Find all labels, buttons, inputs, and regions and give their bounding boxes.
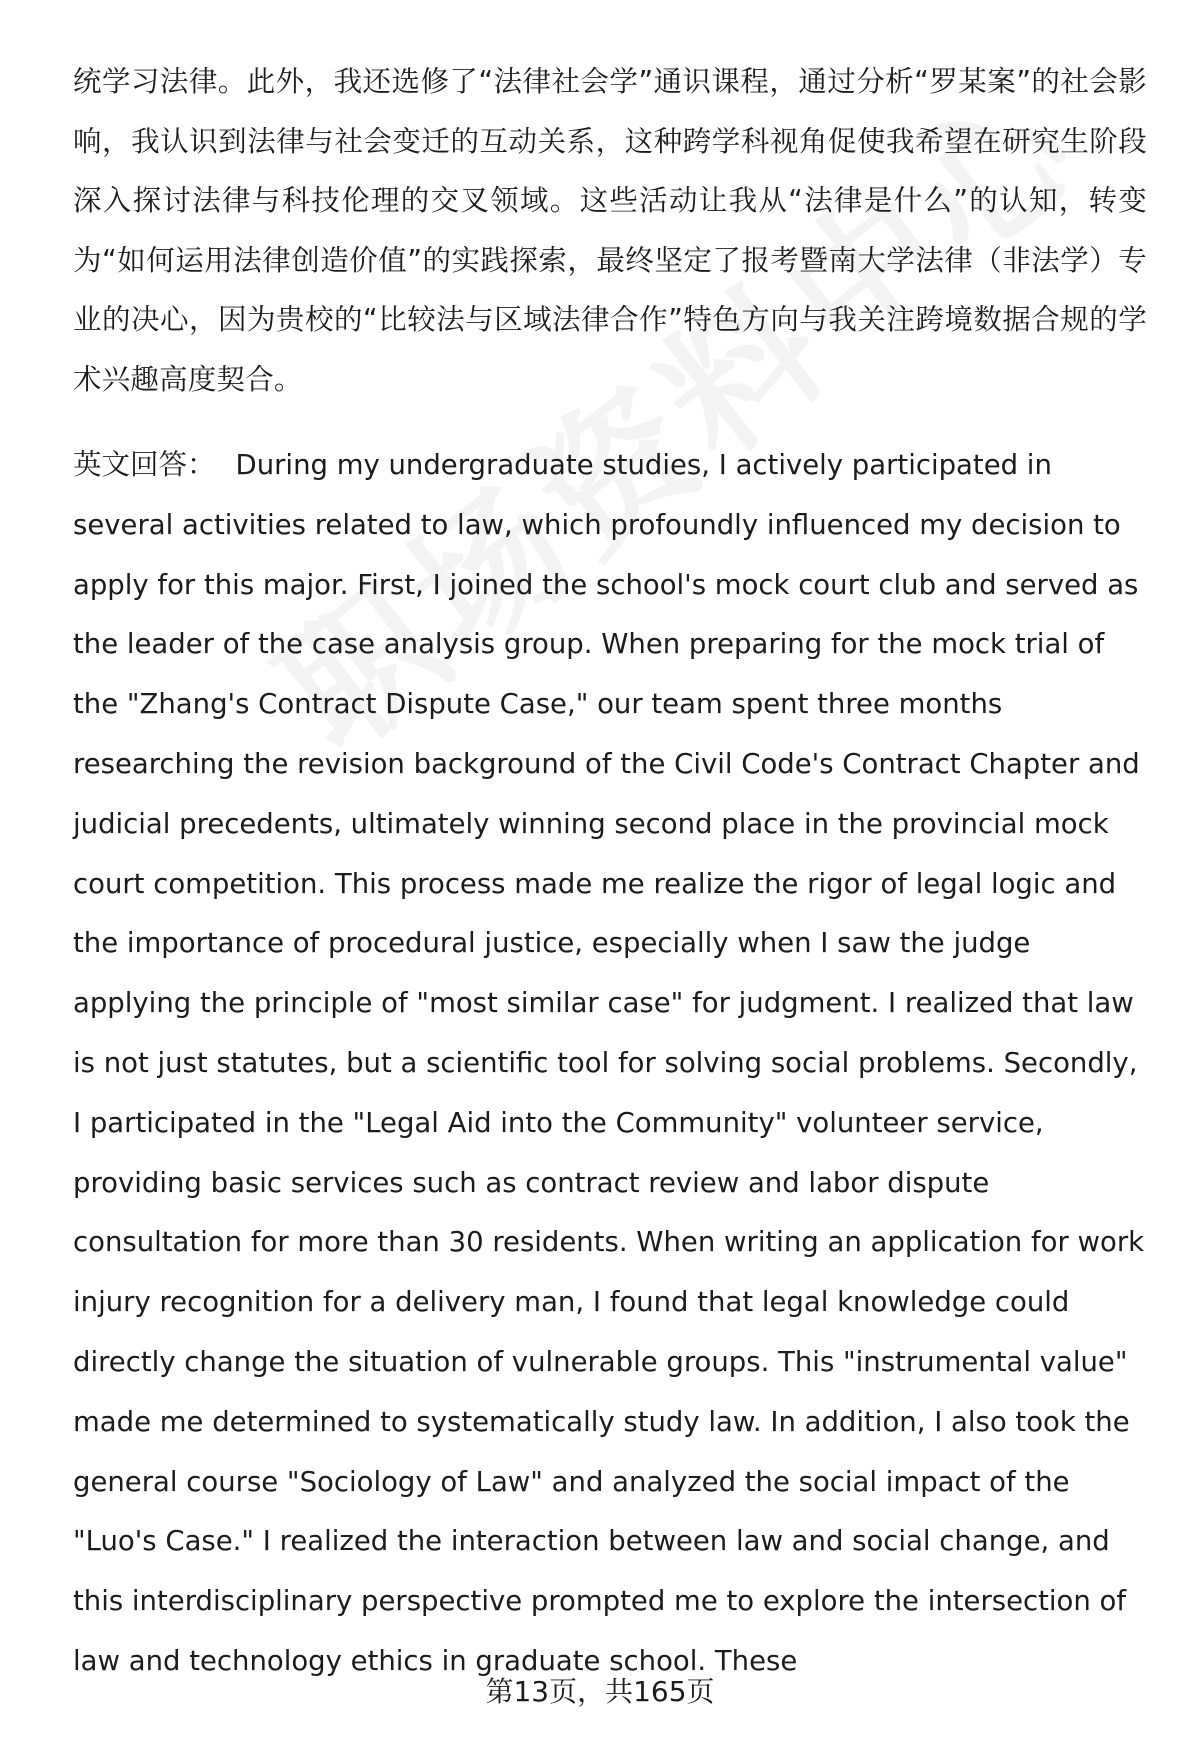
page-number-footer: 第13页，共165页: [485, 1675, 715, 1708]
chinese-paragraph: 统学习法律。此外，我还选修了“法律社会学”通识课程，通过分析“罗某案”的社会影响，我认识到法律与社会变迁的互动关系，这种跨学科视角促使我希望在研究生阶段深入探讨法律与科技伦理的交叉领域。这些活动让我从“法律是什么”的认知，转变为“如何运用法律创造价值”的实践探索，最终坚定了报考暨南大学法律（非法学）专业的决心，因为贵校的“比较法与区域法律合作”特色方向与我关注跨境数据合规的学术兴趣高度契合。: [73, 65, 1147, 396]
document-body: [73, 52, 1147, 1692]
english-answer-text: During my undergraduate studies, I actively participated in several activities related to law, which profoundly influenced my decision to apply for this major. First, I joined the school's mock court club and served as the leader of the case analysis group. When preparing for the mock trial of the "Zhang's Contract Dispute Case," our team spent three months researching the revision background of the Civil Code's Contract Chapter and judicial precedents, ultimately winning second place in the provincial mock court competition. This process made me realize the rigor of legal logic and the importance of procedural justice, especially when I saw the judge applying the principle of "most similar case" for judgment. I realized that law is not just statutes, but a scientific tool for solving social problems. Secondly, I participated in the "Legal Aid into the Community" volunteer service, providing basic services such as contract review and labor dispute consultation for more than 30 residents. When writing an application for work injury recognition for a delivery man, I found that legal knowledge could directly change the situation of vulnerable groups. This "instrumental value" made me determined to systematically study law. In addition, I also took the general course "Sociology of Law" and analyzed the social impact of the "Luo's Case." I realized the interaction between law and social change, and this interdisciplinary perspective prompted me to explore the intersection of law and technology ethics in graduate school. These: [73, 449, 1145, 1677]
english-answer-label: 英文回答：: [73, 448, 216, 481]
english-answer-paragraph: [73, 435, 1147, 1692]
